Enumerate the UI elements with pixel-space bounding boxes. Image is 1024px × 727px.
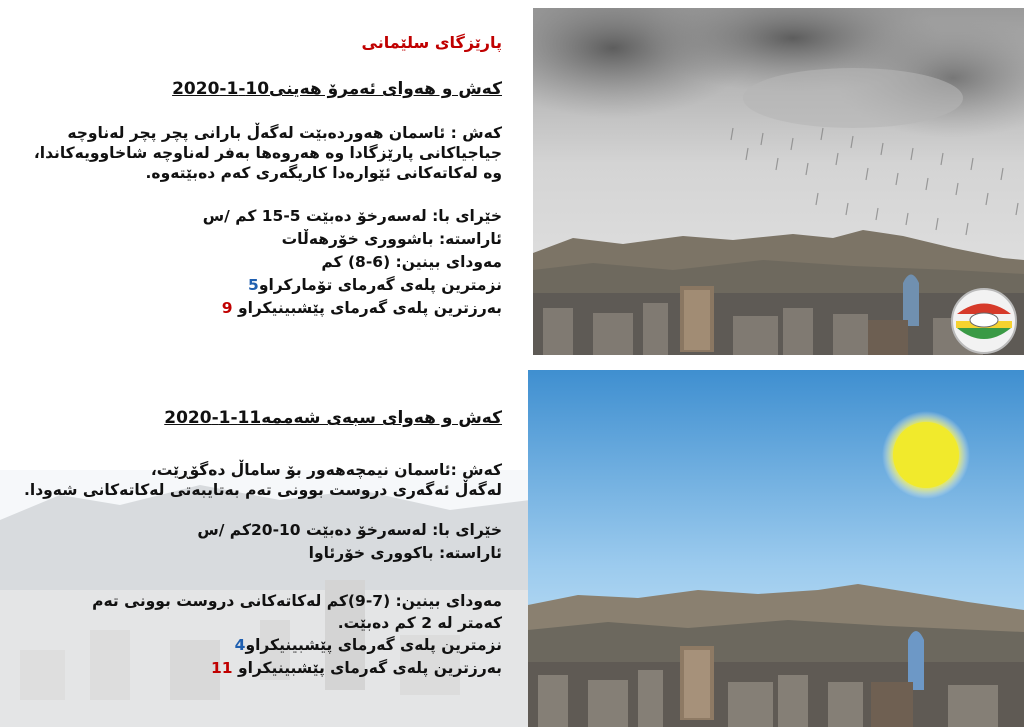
tomorrow-sky-line-2: لەگەڵ ئەگەری دروست بوونی تەم بەتایبەتی لەکاتەکانی شەودا. (24, 481, 502, 499)
tomorrow-max-temp-label: بەرزترین پلەی گەرمای پێشبینیکراو (232, 659, 502, 677)
sunny-city-photo (528, 370, 1024, 727)
today-sky-line-3: وە لەکاتەکانی ئێوارەدا کاریگەری کەم دەبێتەوە. (145, 164, 502, 182)
tomorrow-min-temp-label: نزمترین پلەی گەرمای پێشبینیکراو (245, 636, 502, 654)
cloudy-rain-city-photo (533, 8, 1024, 355)
today-heading: کەش و هەوای ئەمرۆ هەینی10-1-2020 (172, 79, 502, 99)
today-forecast (22, 33, 502, 318)
today-sky-line-2: جیاجیاکانی پارێزگادا وە هەروەها بەفر لەناوچە شاخاوویەکاندا، (33, 144, 502, 162)
today-max-temp (22, 298, 502, 318)
tomorrow-min-temp-value: 4 (234, 636, 246, 654)
tomorrow-heading: کەش و هەوای سبەی شەممە11-1-2020 (164, 408, 502, 428)
today-min-temp (22, 275, 502, 295)
tomorrow-wind-direction: ئاراستە: باکووری خۆرئاوا (308, 544, 502, 562)
today-max-temp-value: 9 (221, 299, 233, 317)
today-min-temp-value: 5 (248, 276, 259, 294)
tomorrow-forecast (22, 408, 502, 678)
today-max-temp-label: بەرزترین پلەی گەرمای پێشبینیکراو (232, 299, 502, 317)
today-min-temp-label: نزمترین پلەی گەرمای تۆمارکراو (258, 276, 502, 294)
today-wind-direction: ئاراستە: باشووری خۆرهەڵات (281, 230, 502, 248)
today-sky-line-1: کەش : ئاسمان هەوردەبێت لەگەڵ بارانی پچر پچر لەناوچە (67, 124, 502, 142)
city-title: پارێزگای سلێمانی (361, 33, 502, 52)
tomorrow-visibility-line-1: مەودای بینین: (7-9)کم لەکاتەکانی دروست بوونی تەم (92, 592, 502, 610)
tomorrow-max-temp (22, 658, 502, 678)
tomorrow-visibility-line-2: کەمتر لە 2 کم دەبێت. (337, 614, 502, 632)
today-wind-speed: خێرای با: لەسەرخۆ دەبێت 5-15 کم /س (202, 207, 502, 225)
today-visibility: مەودای بینین: (6-8) کم (321, 253, 502, 271)
tomorrow-wind-speed: خێرای با: لەسەرخۆ دەبێت 10-20کم /س (197, 521, 502, 539)
tomorrow-sky-line-1: کەش :ئاسمان نیمچەهەور بۆ ساماڵ دەگۆڕێت، (150, 461, 502, 479)
tomorrow-min-temp (22, 635, 502, 655)
tomorrow-max-temp-value: 11 (210, 659, 233, 677)
